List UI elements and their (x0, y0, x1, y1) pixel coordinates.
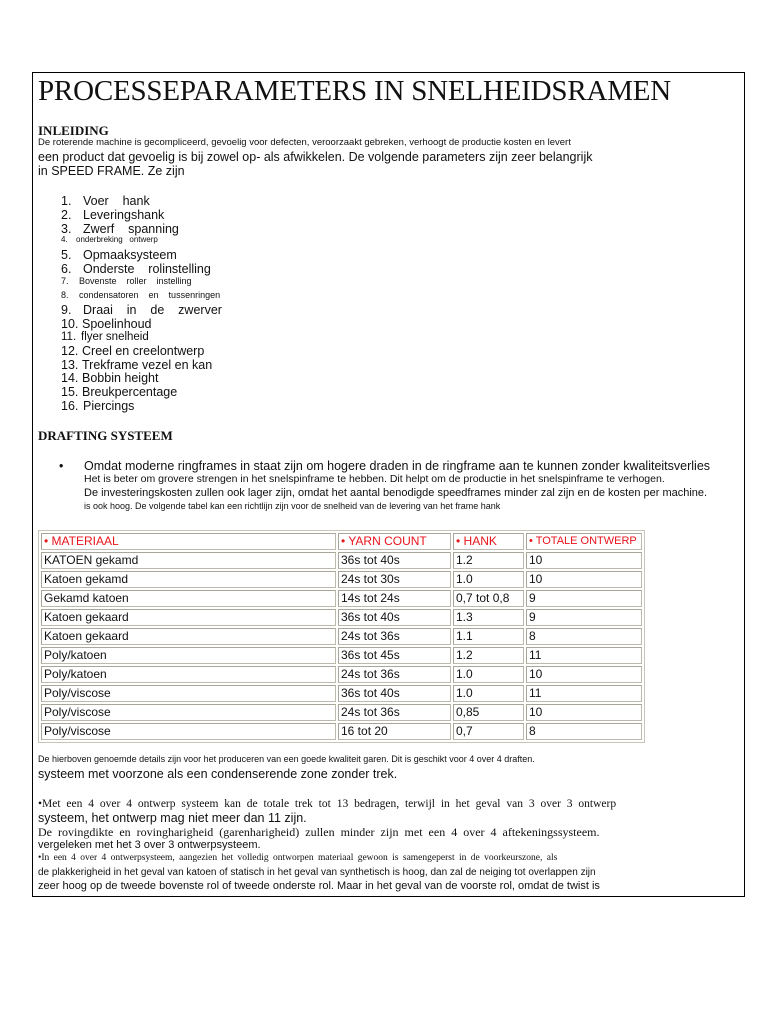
table-row: Poly/viscose 36s tot 40s 1.0 11 (41, 685, 642, 702)
list-item: 14. Bobbin height (61, 371, 159, 385)
after-table-line-2: systeem met voorzone als een condenserende zone zonder trek. (38, 767, 398, 781)
table-row: Gekamd katoen 14s tot 24s 0,7 tot 0,8 9 (41, 590, 642, 607)
intro-line-1: De roterende machine is gecompliceerd, gevoelig voor defecten, veroorzaakt gebreken, verhoogt de productie kosten en levert (38, 137, 571, 148)
list-item: 12. Creel en creelontwerp (61, 344, 205, 358)
list-item: 16. Piercings (61, 399, 135, 413)
drafting-line-4: is ook hoog. De volgende tabel kan een richtlijn zijn voor de snelheid van de levering van het frame hank (84, 501, 501, 511)
drafting-line-1: Omdat moderne ringframes in staat zijn om hogere draden in de ringframe aan te kunnen zonder kwaliteitsverlies (84, 459, 711, 473)
header-materiaal: • MATERIAAL (41, 533, 336, 550)
list-item: 1. Voer hank (61, 194, 150, 208)
table-row: Poly/katoen 36s tot 45s 1.2 11 (41, 647, 642, 664)
page-title: PROCESSEPARAMETERS IN SNELHEIDSRAMEN (38, 75, 672, 107)
frame-hank-table (38, 530, 645, 743)
list-item: 7. Bovenste roller instelling (61, 276, 192, 286)
table-header-row (41, 533, 642, 550)
paragraph-3-line-3: zeer hoog op de tweede bovenste rol of tweede onderste rol. Maar in het geval van de voorste rol, omdat de twist is (38, 880, 600, 892)
list-item: 9. Draai in de zwerver (61, 303, 222, 317)
paragraph-3-line-1: •In een 4 over 4 ontwerpsysteem, aangezien het volledig ontworpen materiaal gewoon is samengeperst in de voorkeurszone, als (38, 853, 558, 863)
list-item: 2. Leveringshank (61, 208, 165, 222)
list-item: 10. Spoelinhoud (61, 317, 152, 331)
table-row: Poly/katoen 24s tot 36s 1.0 10 (41, 666, 642, 683)
intro-heading: INLEIDING (38, 123, 109, 138)
list-item: 15. Breukpercentage (61, 385, 178, 399)
drafting-heading: DRAFTING SYSTEEM (38, 428, 173, 443)
paragraph-3-line-2: de plakkerigheid in het geval van katoen of statisch in het geval van synthetisch is hoog, dan zal de neiging tot overlappen zijn (38, 867, 596, 878)
bullet-icon: • (59, 459, 64, 473)
intro-line-3: in SPEED FRAME. Ze zijn (38, 164, 185, 178)
document-page (32, 72, 745, 897)
list-item: 13. Trekframe vezel en kan (61, 358, 213, 372)
table-row: Katoen gekaard 24s tot 36s 1.1 8 (41, 628, 642, 645)
list-item: 6. Onderste rolinstelling (61, 262, 211, 276)
intro-line-2: een product dat gevoelig is bij zowel op- als afwikkelen. De volgende parameters zijn zeer belangrijk (38, 150, 593, 164)
list-item: 8. condensatoren en tussenringen (61, 290, 221, 300)
list-item: 11. flyer snelheid (61, 331, 149, 343)
header-yarn-count: • YARN COUNT (338, 533, 451, 550)
paragraph-2-line-2: vergeleken met het 3 over 3 ontwerpsysteem. (38, 839, 261, 851)
header-hank: • HANK (453, 533, 524, 550)
header-totale-ontwerp: • TOTALE ONTWERP (526, 533, 642, 550)
list-item: 3. Zwerf spanning (61, 222, 179, 236)
after-table-line-1: De hierboven genoemde details zijn voor het produceren van een goede kwaliteit garen. Dit is geschikt voor 4 over 4 draften. (38, 754, 535, 764)
list-item: 5. Opmaaksysteem (61, 248, 177, 262)
table-row: KATOEN gekamd 36s tot 40s 1.2 10 (41, 552, 642, 569)
table-row: Katoen gekaard 36s tot 40s 1.3 9 (41, 609, 642, 626)
table-row: Katoen gekamd 24s tot 30s 1.0 10 (41, 571, 642, 588)
table-row: Poly/viscose 16 tot 20 0,7 8 (41, 723, 642, 740)
paragraph-2-line-1: De rovingdikte en rovingharigheid (garenharigheid) zullen minder zijn met een 4 over 4 aftekeningssysteem. (38, 825, 600, 839)
paragraph-1-line-1: •Met een 4 over 4 ontwerp systeem kan de totale trek tot 13 bedragen, terwijl in het geval van 3 over 3 ontwerp (38, 798, 617, 810)
drafting-line-3: De investeringskosten zullen ook lager zijn, omdat het aantal benodigde speedframes minder zal zijn en de kosten per machine. (84, 487, 708, 499)
drafting-line-2: Het is beter om grovere strengen in het snelspinframe te hebben. Dit helpt om de productie in het snelspinframe te verhogen. (84, 473, 665, 485)
table-row: Poly/viscose 24s tot 36s 0,85 10 (41, 704, 642, 721)
list-item: 4. onderbreking ontwerp (61, 235, 158, 244)
paragraph-1-line-2: systeem, het ontwerp mag niet meer dan 11 zijn. (38, 811, 307, 825)
